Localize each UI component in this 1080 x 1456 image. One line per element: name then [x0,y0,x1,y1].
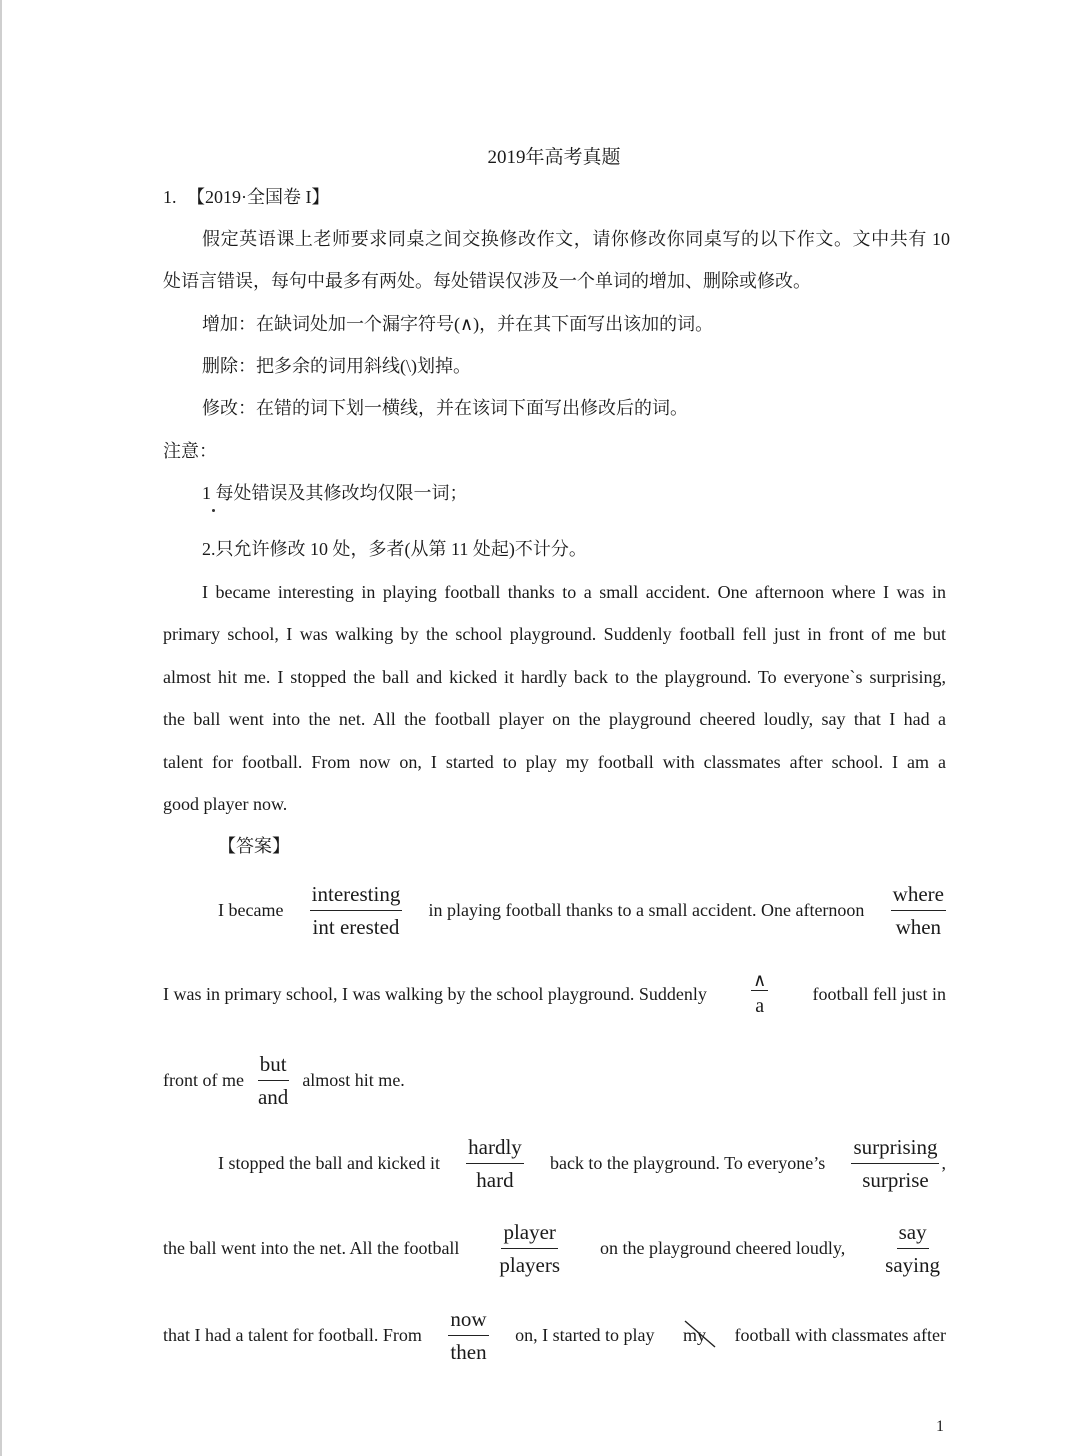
answer-label: 【答案】 [218,836,290,856]
corrected-word: surprise [862,1168,929,1192]
corrected-word: when [895,915,942,939]
answer-line-5: the ball went into the net. All the football $\frac{\text{player}}{\text{players}}$ on the playground cheered loudly, $\frac{\text{say}}{\text{saying}}$ [163,1220,940,1277]
original-word: say [897,1218,929,1249]
instruction-line-1: 假定英语课上老师要求同桌之间交换修改作文，请你修改你同桌写的以下作文。文中共有 10 [202,229,950,249]
question-number: 1. [163,187,177,207]
original-word: hardly [466,1133,524,1164]
passage-line: the ball went into the net. All the football player on the playground cheered loudly, say that I had a [163,709,946,729]
passage-line: almost hit me. I stopped the ball and kicked it hardly back to the playground. To everyone`s surprising, [163,667,946,687]
inserted-word: a [755,995,765,1017]
instruction-line-2: 处语言错误，每句中最多有两处。每处错误仅涉及一个单词的增加、删除或修改。 [163,271,811,291]
question-header [163,186,330,208]
answer-line-1: I became $\frac{\text{interesting}}{\text{int erested}}$ in playing football thanks to a small accident. One afternoon $\frac{\text{where}}{\text{when}}$ [218,882,944,939]
deleted-word: my [683,1325,706,1346]
answer-line-6: that I had a talent for football. From $\frac{\text{now}}{\text{then}}$ on, I started to play my football with classmates after [163,1307,946,1364]
original-word: now [448,1305,488,1336]
passage-line: primary school, I was walking by the school playground. Suddenly football fell just in front of me but [163,624,946,644]
corrected-word: int erested [312,915,400,939]
insertion-mark [751,970,768,1019]
original-word: interesting [310,880,403,911]
page-number: 1 [936,1418,944,1435]
correction-fraction [883,1218,942,1279]
corrected-word: and [257,1085,289,1109]
note-label: 注意： [163,441,217,461]
original-word: but [258,1050,289,1081]
caret-icon: ∧ [753,970,767,990]
original-word: where [891,880,946,911]
question-source: 【2019·全国卷 I】 [187,187,330,207]
corrected-word: hard [476,1168,514,1192]
correction-fraction [851,1133,939,1194]
corrected-word: players [499,1253,561,1277]
correction-fraction [891,880,946,941]
corrected-word: saying [885,1253,940,1277]
passage-line: talent for football. From now on, I started to play my football with classmates after school. I am a [163,752,946,772]
answer-line-4: I stopped the ball and kicked it $\frac{\text{hardly}}{\text{hard}}$ back to the playground. To everyone’s $\frac{\text{surprising}}{\text{surprise}}$ , [218,1135,946,1192]
strike-slash-icon [681,1317,717,1351]
delete-rule: 删除：把多余的词用斜线(\)划掉。 [202,356,471,376]
corrected-word: then [450,1340,487,1364]
correction-fraction [310,880,403,941]
note-1: 1 每处错误及其修改均仅限一词； [202,483,468,503]
correction-fraction [497,1218,562,1279]
answer-line-3: front of me $\frac{\text{but}}{\text{and}}$ almost hit me. [163,1052,405,1109]
correction-fraction [448,1305,488,1366]
passage-line: good player now. [163,794,288,814]
correction-fraction [466,1133,524,1194]
passage-line: I became interesting in playing football thanks to a small accident. One afternoon where I was in [202,582,946,602]
correction-fraction [256,1050,290,1111]
answer-line-2: I was in primary school, I was walking by the school playground. Suddenly $\frac{\wedge}{a}$ football fell just in [163,970,946,1017]
original-word: player [501,1218,557,1249]
add-rule: 增加：在缺词处加一个漏字符号(∧)，并在其下面写出该加的词。 [202,314,714,334]
page-title: 2019年高考真题 [487,147,621,168]
stray-dot [212,509,215,512]
original-word: surprising [851,1133,939,1164]
modify-rule: 修改：在错的词下划一横线，并在该词下面写出修改后的词。 [202,398,688,418]
note-2: 2.只允许修改 10 处，多者(从第 11 处起)不计分。 [202,539,587,559]
